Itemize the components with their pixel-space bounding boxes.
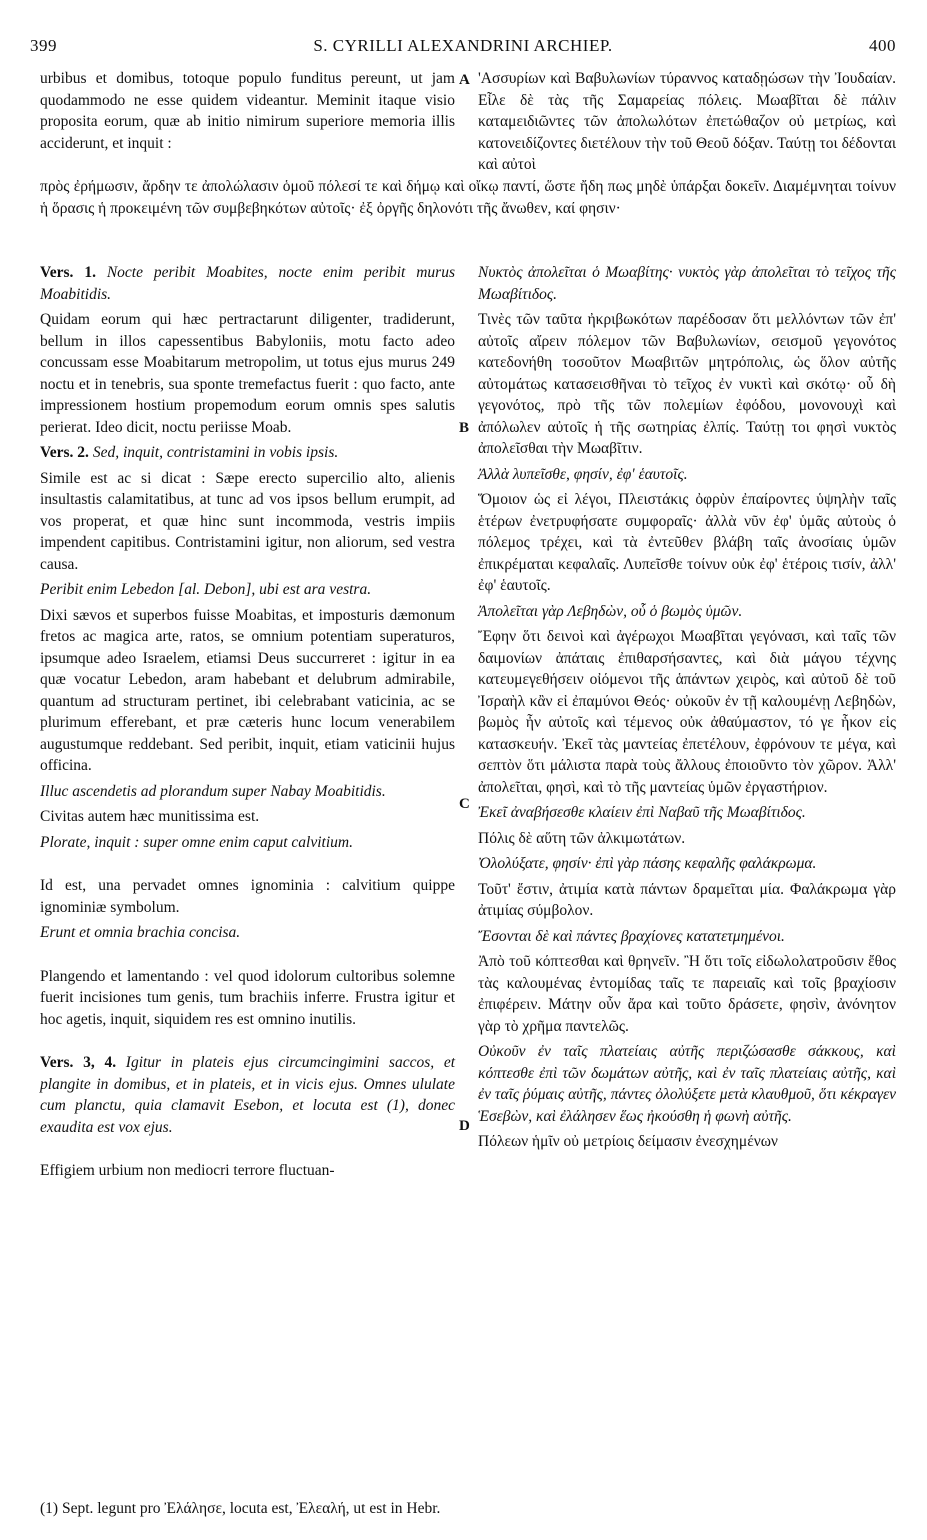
scripture-quote: Plorate, inquit : super omne enim caput calvitium.: [40, 833, 353, 851]
scripture-quote: Οὐκοῦν ἐν ταῖς πλατείαις αὐτῆς περιζώσασθε σάκκους, καὶ κόπτεσθε ἐπὶ τῶν δωμάτων αὐτῆς, καὶ ἐν ταῖς πλατείαις αὐτῆς, καὶ ἐν ταῖς ῥύμαις αὐτῆς, πάντες ὀλολύξετε μετὰ κλαυθμοῦ, ὅτι κέκραγεν Ἑσεβὼν, καὶ ἐλάλησεν ἕως ἠκούσθη ἡ φωνὴ αὐτῆς.: [478, 1043, 896, 1125]
commentary-paragraph: Τοῦτ' ἔστιν, ἀτιμία κατὰ πάντων δραμεῖται μία. Φαλάκρωμα γὰρ ἀτιμίας σύμβολον.: [478, 880, 896, 919]
paragraph-spacer: [40, 857, 455, 875]
margin-marker-d: D: [459, 1118, 470, 1134]
commentary-paragraph: Dixi sævos et superbos fuisse Moabitas, et imposturis dæmonum fretos ac magica arte, ratos, se omnium potentiam superaturos, ipsumque adeo Israelem, etiamsi Deus succurreret : igitur in ea quæ vocatur Lebedon, aram habebant et delubrum admirabile, quantum ad structuram pertinet, ibi celebrabant vaticinia, ac se plurimum efferebant, et præ cæteris hunc locum venerabilem augustumque reddebant. Sed peribit, inquit, etiam vaticinii hujus officina.: [40, 606, 455, 774]
margin-marker-a: A: [459, 72, 470, 88]
latin-intro: urbibus et domibus, totoque populo funditus pereunt, ut jam quodammodo ne esse quidem videantur. Meminit itaque visio proposita eorum, quæ ab initio nimirum superiore memoria illis acciderunt, et inquit :: [40, 70, 455, 152]
right-top-block: [478, 68, 896, 180]
paragraph-spacer: [40, 948, 455, 966]
verse-text: Igitur in plateis ejus circumcingimini saccos, et plangite in domibus, et in plateis, et in vicis ejus. Omnes ululate cum planctu, quia clamavit Esebon, et locuta est (1), donec exaudita est vox ejus.: [40, 1054, 456, 1136]
margin-marker-c: C: [459, 796, 470, 812]
commentary-paragraph: Ὅμοιον ὡς εἰ λέγοι, Πλειστάκις ὀφρὺν ἐπαίροντες ὑψηλὴν ταῖς ἑτέρων ἐνετρυφήσατε συμφοραῖς· ἀλλὰ νῦν ἐφ' ὑμᾶς αὐτοὺς ὁ πόλεμος τρέχει, καὶ τὰ ἐντεῦθεν βλάβη ταῖς ἀνοσίαις ὑμῶν ἐπικρέμαται κεφαλαῖς. Λυπεῖσθε τοίνυν οὐκ ἐφ' ἑτέροις τισίν, ἀλλ' ἐφ' ἑαυτοῖς.: [478, 491, 896, 594]
commentary-paragraph: Τινὲς τῶν ταῦτα ἠκριβωκότων παρέδοσαν ὅτι μελλόντων τῶν ἐπ' αὐτοῖς αἴρειν πόλεμον τῶν Βαβυλωνίων, σεισμοῦ γεγονότος κατεδονήθη τοσοῦτον Μωαβιτῶν μητρόπολις, ὡς ὅλον αὐτῆς αὐτομάτως κατασεισθῆναι τὸ τεῖχος ἐν νυκτὶ καὶ σκότῳ· οὗ δὴ γεγονότος, πρὸ τῆς τῶν πολεμίων ἐφόδου, μονονουχὶ καὶ ἀπόλωλεν αὐτοῖς ἡ τῆς σωτηρίας ἐλπίς. Ταύτῃ τοι φησὶ νυκτὸς ἀπολεῖσθαι τὴν Μωαβῖτιν.: [478, 311, 896, 457]
left-top-block: [40, 68, 455, 158]
greek-column: [478, 262, 896, 1157]
paragraph-spacer: [40, 1034, 455, 1052]
verse-text: Nocte peribit Moabites, nocte enim peribit murus Moabitidis.: [40, 264, 455, 303]
scripture-quote: Ἀλλὰ λυπεῖσθε, φησίν, ἐφ' ἑαυτοῖς.: [478, 465, 688, 483]
commentary-paragraph: Civitas autem hæc munitissima est.: [40, 808, 260, 825]
verse-number: Vers. 2.: [40, 444, 89, 461]
scripture-quote: Ἀπολεῖται γὰρ Λεβηδὼν, οὗ ὁ βωμὸς ὑμῶν.: [478, 602, 743, 620]
verse-heading: [40, 1052, 455, 1138]
scripture-quote: Ὀλολύξατε, φησίν· ἐπὶ γὰρ πάσης κεφαλῆς φαλάκρωμα.: [478, 855, 817, 872]
page-number-left: 399: [30, 36, 57, 55]
commentary-paragraph: Πόλις δὲ αὕτη τῶν ἀλκιμωτάτων.: [478, 829, 686, 847]
commentary-paragraph: Ἀπὸ τοῦ κόπτεσθαι καὶ θρηνεῖν. Ἢ ὅτι τοῖς εἰδωλολατροῦσιν ἔθος τὰς καλουμένας ἐντομίδας ταῖς τε παρειαῖς καὶ τοῖς βραχίοσιν ἐπιφέρειν. Μάτην οὖν ἄρα καὶ τοῦτο δράσετε, φησὶν, ἀνόνητον γὰρ τὸ χρῆμα παντελῶς.: [478, 953, 896, 1035]
greek-intro: 'Ασσυρίων καὶ Βαβυλωνίων τύραννος καταδῃώσων τὴν Ἰουδαίαν. Εἷλε δὲ τὰς τῆς Σαμαρείας πόλεις. Μωαβῖται δὲ πάλιν καταμειδιῶντες τῶν ἀπολωλότων ἐπετώθαζον οὐ μετρίως, καὶ κατονειδίζοντες διετέλουν τὴν τοῦ Θεοῦ δόξαν. Ταύτῃ τοι δέδονται καὶ αὐτοὶ: [478, 70, 896, 173]
commentary-paragraph: Ἔφην ὅτι δεινοὶ καὶ ἀγέρωχοι Μωαβῖται γεγόνασι, καὶ ταῖς τῶν δαιμονίων ἀπάταις ἐπιθαρσήσαντες, καὶ διὰ μάγου τέχνης κατευμεγεθήσειν οἰόμενοι τῆς ἁπάντων χειρὸς, καὶ αὐτοῦ δὲ τοῦ Ἰσραὴλ κἂν εἰ ἐπαμύνοι Θεός· οὐκοῦν ἐν τῇ καλουμένῃ Λεβηδὼν, βωμὸς ἦν αὐτοῖς καὶ τέμενος οὐκ ἀθαύμαστον, τό γε ἧκον εἰς κατασκευήν. Ἐκεῖ τὰς μαντείας ἐπετέλουν, ἐφρόνουν τε μέγα, καὶ σεπτὸν ὅτι μάλιστα παρὰ τοὺς ἄλλους ἐποιοῦντο τὸν χῶρον. Ἀλλ' ἀπολεῖται, φησὶ, καὶ τὸ τῆς μαντείας ὑμῶν ἐργαστήριον.: [478, 628, 896, 796]
latin-column: [40, 262, 455, 1186]
page-number-right: 400: [869, 36, 896, 55]
commentary-paragraph: Πόλεων ἡμῖν οὐ μετρίοις δείμασιν ἐνεσχημένων: [478, 1133, 778, 1150]
margin-marker-b: B: [459, 420, 470, 436]
scripture-quote: Νυκτὸς ἀπολεῖται ὁ Μωαβίτης· νυκτὸς γὰρ ἀπολεῖται τὸ τεῖχος τῆς Μωαβίτιδος.: [478, 264, 896, 303]
scripture-quote: Erunt et omnia brachia concisa.: [40, 924, 241, 941]
verse-heading: [40, 442, 455, 464]
commentary-paragraph: Quidam eorum qui hæc pertractarunt diligenter, tradiderunt, bellum in illos capessentibus Babyloniis, motu facto adeo concussam esse Moabitarum metropolim, ut totus ejus murus 249 noctu et in tenebris, sua sponte tremefactus fuerit : quo facto, ante impressionem hostium propemodum eorum omnis spes salutis perierat. Ideo dicit, noctu periisse Moab.: [40, 311, 455, 436]
running-title: S. CYRILLI ALEXANDRINI ARCHIEP.: [313, 36, 613, 55]
scripture-quote: Ἔσονται δὲ καὶ πάντες βραχίονες κατατετμημένοι.: [478, 927, 785, 945]
footnote: (1) Sept. legunt pro Ἐλάλησε, locuta est, Ἐλεαλή, ut est in Hebr.: [40, 1500, 441, 1517]
verse-text: Sed, inquit, contristamini in vobis ipsis.: [92, 444, 339, 461]
paragraph-spacer: [40, 1142, 455, 1160]
commentary-paragraph: Effigiem urbium non mediocri terrore fluctuan-: [40, 1162, 335, 1179]
full-width-line: πρὸς ἐρήμωσιν, ἄρδην τε ἀπολώλασιν ὁμοῦ πόλεσί τε καὶ δήμῳ καὶ οἴκῳ παντί, ὥστε ἤδη πως μηδὲ ὑπάρξαι δοκεῖν. Διαμέμνηται τοίνυν ἡ ὅρασις ἡ προκειμένη τῶν συμβεβηκότων αὐτοῖς· ἐξ ὀργῆς δηλονότι τῆς ἄνωθεν, καί φησιν·: [40, 178, 896, 217]
page-header: [30, 36, 896, 60]
verse-number: Vers. 3, 4.: [40, 1054, 117, 1071]
commentary-paragraph: Simile est ac si dicat : Sæpe erecto supercilio alto, alienis insultastis calamitatibus, at tunc ad vos ipsos bellum erumpit, ad vos properat, et quæ hinc sunt incommoda, vestris impiis impendent capitibus. Contristamini igitur, non aliorum, sed vestra causa.: [40, 469, 455, 573]
scripture-quote: Peribit enim Lebedon [al. Debon], ubi est ara vestra.: [40, 581, 372, 598]
scripture-quote: Illuc ascendetis ad plorandum super Nabay Moabitidis.: [40, 782, 386, 800]
verse-number: Vers. 1.: [40, 264, 96, 281]
scripture-quote: Ἐκεῖ ἀναβήσεσθε κλαίειν ἐπὶ Ναβαῦ τῆς Μωαβίτιδος.: [478, 804, 806, 821]
verse-heading: [40, 262, 455, 305]
commentary-paragraph: Plangendo et lamentando : vel quod idolorum cultoribus solemne fuerit incisiones tum genis, tum brachiis inferre. Frustra igitur et hoc agetis, inquit, siquidem res est omnino inutilis.: [40, 967, 455, 1028]
commentary-paragraph: Id est, una pervadet omnes ignominia : calvitium quippe ignominiæ symbolum.: [40, 877, 455, 916]
